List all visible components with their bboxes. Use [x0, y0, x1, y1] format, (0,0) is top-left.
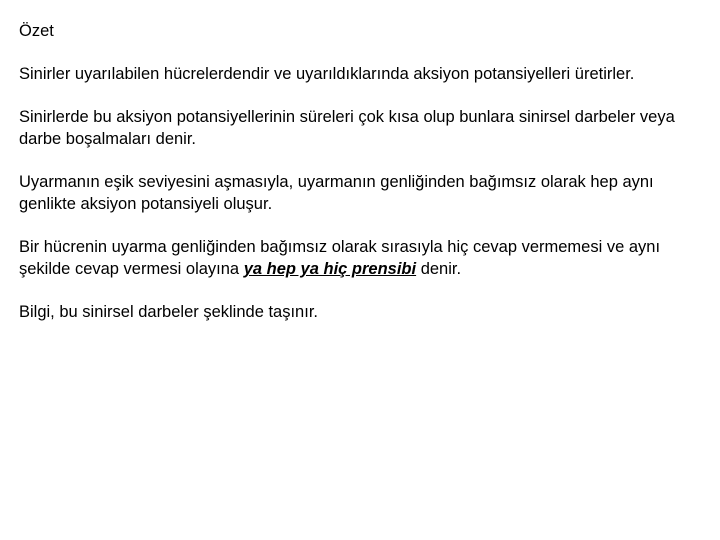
- paragraph-3: Uyarmanın eşik seviyesini aşmasıyla, uyarmanın genliğinden bağımsız olarak hep aynı genlikte aksiyon potansiyeli oluşur.: [19, 173, 654, 213]
- paragraph-4: [19, 236, 709, 280]
- paragraph-5: Bilgi, bu sinirsel darbeler şeklinde taşınır.: [19, 303, 318, 321]
- paragraph-4-tail: denir.: [416, 260, 462, 278]
- paragraph-4-lead: Bir hücrenin uyarma genliğinden bağımsız olarak sırasıyla hiç cevap vermemesi ve aynı şekilde cevap vermesi olayına: [19, 238, 661, 278]
- paragraph-2: Sinirlerde bu aksiyon potansiyellerinin süreleri çok kısa olup bunlara sinirsel darbeler veya darbe boşalmaları denir.: [19, 108, 675, 148]
- all-or-none-principle-term: ya hep ya hiç prensibi: [243, 260, 417, 278]
- summary-title: Özet: [19, 22, 54, 40]
- summary-content: [19, 20, 709, 344]
- paragraph-1: Sinirler uyarılabilen hücrelerdendir ve uyarıldıklarında aksiyon potansiyelleri üretirler.: [19, 65, 635, 83]
